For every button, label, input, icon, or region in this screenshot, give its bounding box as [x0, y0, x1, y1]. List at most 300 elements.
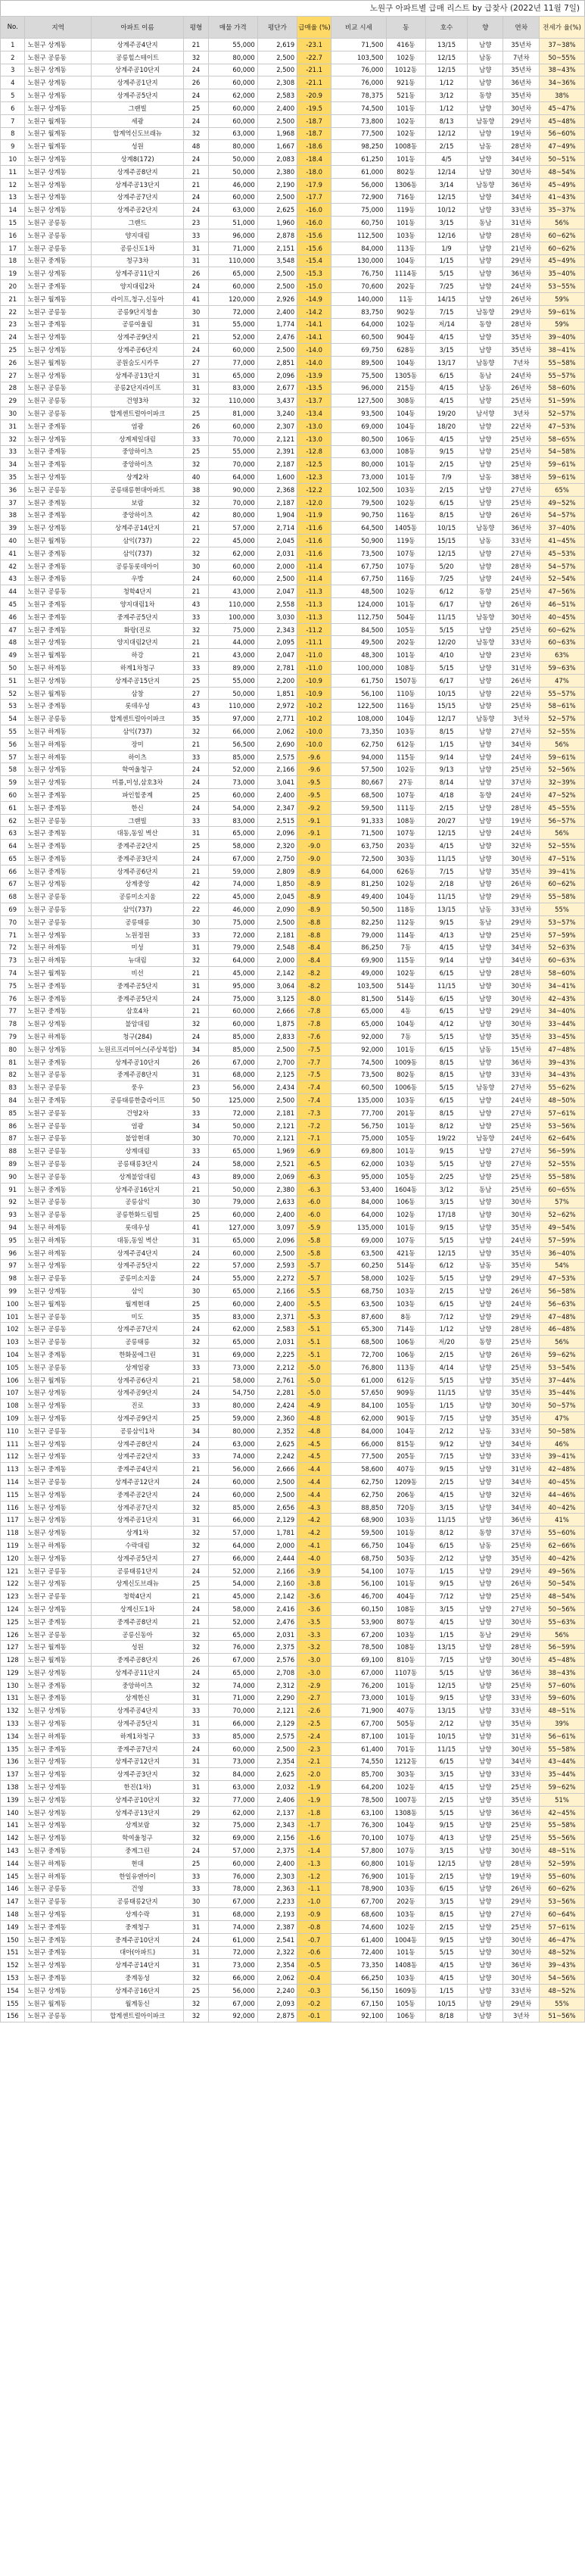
table-row[interactable]	[1, 1081, 585, 1094]
table-row[interactable]	[1, 1259, 585, 1272]
table-row[interactable]	[1, 114, 585, 127]
table-row[interactable]	[1, 407, 585, 420]
table-cell: 남향	[468, 1946, 503, 1959]
table-row[interactable]	[1, 395, 585, 407]
column-header[interactable]: 향	[468, 17, 503, 39]
table-row[interactable]	[1, 585, 585, 598]
table-cell: -1.8	[297, 1806, 331, 1819]
table-row[interactable]	[1, 623, 585, 636]
table-cell: 97,000	[208, 713, 257, 725]
table-row[interactable]	[1, 1692, 585, 1704]
table-row[interactable]	[1, 458, 585, 471]
table-row[interactable]	[1, 39, 585, 51]
table-cell: 4/14	[426, 1361, 468, 1374]
table-cell: 청구3차	[91, 254, 183, 267]
table-cell: 79,000	[208, 941, 257, 954]
table-row[interactable]	[1, 1908, 585, 1921]
table-cell: 47%	[539, 1412, 584, 1425]
table-cell: 48~51%	[539, 1704, 584, 1717]
table-cell: 61,000	[208, 1933, 257, 1946]
table-row[interactable]	[1, 1501, 585, 1514]
table-cell: 11/15	[426, 1386, 468, 1399]
table-cell: 104동	[386, 1018, 425, 1031]
table-cell: 2,233	[257, 1895, 297, 1908]
table-cell: 55~58%	[539, 890, 584, 903]
table-row[interactable]	[1, 217, 585, 229]
table-cell: 중계청구	[91, 1920, 183, 1933]
table-row[interactable]	[1, 1119, 585, 1132]
table-row[interactable]	[1, 1399, 585, 1412]
table-row[interactable]	[1, 1056, 585, 1068]
table-cell: 73,350	[331, 1959, 386, 1972]
table-cell: 21	[184, 649, 208, 662]
table-cell: 25년차	[503, 1832, 539, 1845]
table-cell: -23.1	[297, 39, 331, 51]
table-row[interactable]	[1, 1297, 585, 1310]
table-cell: 26년차	[503, 878, 539, 890]
table-cell: 2,242	[257, 1450, 297, 1463]
table-row[interactable]	[1, 280, 585, 293]
table-cell: 합계센트럴아이파크	[91, 407, 183, 420]
table-cell: 10	[1, 153, 25, 166]
table-cell: 59,000	[208, 865, 257, 878]
table-row[interactable]	[1, 318, 585, 331]
table-row[interactable]	[1, 878, 585, 890]
table-cell: 2,500	[257, 572, 297, 585]
table-cell: 2,225	[257, 1349, 297, 1361]
table-cell: 49	[1, 649, 25, 662]
table-row[interactable]	[1, 1704, 585, 1717]
table-row[interactable]	[1, 1755, 585, 1768]
table-cell: 중계주공8단지	[91, 1615, 183, 1628]
table-cell: 60,150	[331, 1603, 386, 1616]
table-row[interactable]	[1, 713, 585, 725]
table-row[interactable]	[1, 1654, 585, 1667]
table-row[interactable]	[1, 1768, 585, 1781]
table-row[interactable]	[1, 560, 585, 572]
table-cell: 2,972	[257, 700, 297, 713]
table-row[interactable]	[1, 1984, 585, 1997]
table-row[interactable]	[1, 789, 585, 802]
table-cell: 남향	[468, 1603, 503, 1616]
table-cell: 3	[1, 64, 25, 76]
table-row[interactable]	[1, 1717, 585, 1730]
table-cell: 56~61%	[539, 1729, 584, 1742]
table-row[interactable]	[1, 101, 585, 114]
table-cell: 남향	[468, 738, 503, 750]
table-cell: 노원구 공릉동	[25, 915, 91, 928]
table-row[interactable]	[1, 1145, 585, 1158]
table-row[interactable]	[1, 496, 585, 509]
table-row[interactable]	[1, 992, 585, 1005]
table-row[interactable]	[1, 1488, 585, 1501]
table-row[interactable]	[1, 356, 585, 369]
table-row[interactable]	[1, 1463, 585, 1476]
table-row[interactable]	[1, 1336, 585, 1349]
table-row[interactable]	[1, 1476, 585, 1489]
table-row[interactable]	[1, 903, 585, 916]
table-row[interactable]	[1, 1196, 585, 1208]
table-cell: 48~51%	[539, 1845, 584, 1857]
table-cell: 5/15	[426, 623, 468, 636]
table-cell: 904동	[386, 331, 425, 344]
table-row[interactable]	[1, 51, 585, 64]
table-cell: 75,000	[331, 1132, 386, 1145]
table-cell: 63,750	[331, 840, 386, 853]
table-cell: 남향	[468, 1564, 503, 1577]
table-row[interactable]	[1, 547, 585, 560]
table-row[interactable]	[1, 1514, 585, 1527]
table-cell: 31	[184, 1514, 208, 1527]
table-cell: 공릉힐스테이트	[91, 51, 183, 64]
table-cell: 32	[184, 1793, 208, 1806]
table-cell: 64,000	[331, 1208, 386, 1221]
table-row[interactable]	[1, 2010, 585, 2022]
table-cell: 89	[1, 1158, 25, 1171]
table-cell: 60,000	[208, 560, 257, 572]
table-cell: 1,960	[257, 217, 297, 229]
table-row[interactable]	[1, 1920, 585, 1933]
table-row[interactable]	[1, 827, 585, 840]
table-cell: 101동	[386, 1946, 425, 1959]
table-row[interactable]	[1, 331, 585, 344]
table-row[interactable]	[1, 1679, 585, 1692]
column-header[interactable]: 평형	[184, 17, 208, 39]
table-cell: 67,750	[331, 572, 386, 585]
table-cell: 3/15	[426, 1768, 468, 1781]
table-row[interactable]	[1, 1742, 585, 1755]
table-row[interactable]	[1, 432, 585, 445]
table-cell: 125,000	[208, 1094, 257, 1107]
table-row[interactable]	[1, 865, 585, 878]
table-cell: 105동	[386, 1399, 425, 1412]
column-header[interactable]: 급매율 (%)	[297, 17, 331, 39]
table-row[interactable]	[1, 1233, 585, 1246]
column-header[interactable]: 연차	[503, 17, 539, 39]
table-row[interactable]	[1, 700, 585, 713]
table-row[interactable]	[1, 1527, 585, 1539]
table-row[interactable]	[1, 165, 585, 178]
table-row[interactable]	[1, 674, 585, 687]
table-row[interactable]	[1, 1832, 585, 1845]
table-row[interactable]	[1, 1806, 585, 1819]
table-row[interactable]	[1, 1323, 585, 1336]
table-row[interactable]	[1, 1170, 585, 1183]
table-cell: 28년차	[503, 229, 539, 242]
table-row[interactable]	[1, 1005, 585, 1018]
table-cell: 노원구 공릉동	[25, 395, 91, 407]
table-cell: 25년차	[503, 1920, 539, 1933]
table-row[interactable]	[1, 636, 585, 649]
table-row[interactable]	[1, 1183, 585, 1196]
table-cell: -5.0	[297, 1386, 331, 1399]
table-row[interactable]	[1, 1590, 585, 1603]
table-row[interactable]	[1, 89, 585, 102]
table-row[interactable]	[1, 153, 585, 166]
table-cell: 46,000	[208, 903, 257, 916]
table-row[interactable]	[1, 1208, 585, 1221]
table-cell: 31	[184, 1781, 208, 1794]
table-row[interactable]	[1, 1043, 585, 1056]
table-row[interactable]	[1, 1361, 585, 1374]
table-cell: -8.9	[297, 865, 331, 878]
table-cell: 노원구 월계동	[25, 356, 91, 369]
table-row[interactable]	[1, 840, 585, 853]
table-row[interactable]	[1, 967, 585, 980]
table-row[interactable]	[1, 178, 585, 191]
table-cell: 55,000	[208, 318, 257, 331]
table-row[interactable]	[1, 1068, 585, 1081]
table-cell: 66,000	[208, 1552, 257, 1564]
column-header[interactable]: 평단가	[257, 17, 297, 39]
table-cell: 51~59%	[539, 395, 584, 407]
table-row[interactable]	[1, 1628, 585, 1641]
table-cell: 55~63%	[539, 1615, 584, 1628]
table-row[interactable]	[1, 1018, 585, 1031]
table-cell: 2,368	[257, 483, 297, 496]
table-row[interactable]	[1, 687, 585, 700]
table-cell: 2,190	[257, 178, 297, 191]
table-cell: 남향	[468, 64, 503, 76]
table-row[interactable]	[1, 662, 585, 675]
table-cell: 35~44%	[539, 1386, 584, 1399]
table-cell: 62,000	[208, 547, 257, 560]
table-cell: 42~48%	[539, 1463, 584, 1476]
table-row[interactable]	[1, 1285, 585, 1298]
table-row[interactable]	[1, 1132, 585, 1145]
table-row[interactable]	[1, 1424, 585, 1437]
table-row[interactable]	[1, 483, 585, 496]
table-cell: 49,400	[331, 890, 386, 903]
table-row[interactable]	[1, 242, 585, 254]
table-cell: 33~44%	[539, 1018, 584, 1031]
table-row[interactable]	[1, 1972, 585, 1985]
table-cell: 7	[1, 114, 25, 127]
table-row[interactable]	[1, 369, 585, 382]
table-row[interactable]	[1, 1031, 585, 1043]
table-cell: 54,750	[208, 1386, 257, 1399]
column-header[interactable]: 지역	[25, 17, 91, 39]
table-cell: 31	[184, 1717, 208, 1730]
table-cell: 남동향	[468, 713, 503, 725]
table-row[interactable]	[1, 738, 585, 750]
table-row[interactable]	[1, 598, 585, 611]
table-cell: 2,500	[257, 1094, 297, 1107]
table-row[interactable]	[1, 725, 585, 738]
table-row[interactable]	[1, 471, 585, 484]
table-row[interactable]	[1, 890, 585, 903]
table-cell: 노원구 상계동	[25, 1488, 91, 1501]
table-cell: 30년차	[503, 992, 539, 1005]
table-cell: 29년차	[503, 1628, 539, 1641]
table-row[interactable]	[1, 1641, 585, 1654]
table-row[interactable]	[1, 1667, 585, 1679]
column-header[interactable]: 전세가 율(%)	[539, 17, 584, 39]
table-row[interactable]	[1, 572, 585, 585]
table-row[interactable]	[1, 954, 585, 967]
table-cell: 70,000	[208, 1132, 257, 1145]
table-row[interactable]	[1, 305, 585, 318]
table-row[interactable]	[1, 928, 585, 941]
column-header[interactable]: 비교 시세	[331, 17, 386, 39]
table-cell: 상계주공13단지	[91, 178, 183, 191]
table-cell: -7.7	[297, 1056, 331, 1068]
table-cell: 60,000	[208, 1018, 257, 1031]
table-row[interactable]	[1, 610, 585, 623]
table-body	[1, 39, 585, 2022]
table-cell: 2,281	[257, 1386, 297, 1399]
table-cell: 111	[1, 1437, 25, 1450]
table-row[interactable]	[1, 915, 585, 928]
table-row[interactable]	[1, 229, 585, 242]
table-cell: -15.3	[297, 267, 331, 280]
table-row[interactable]	[1, 941, 585, 954]
table-cell: 상계주공12단지	[91, 1755, 183, 1768]
column-header[interactable]: 매물 가격	[208, 17, 257, 39]
table-cell: 노원구 공릉동	[25, 1628, 91, 1641]
table-cell: 59~63%	[539, 662, 584, 675]
table-cell: -7.8	[297, 1005, 331, 1018]
table-cell: 24	[184, 1272, 208, 1285]
table-row[interactable]	[1, 1781, 585, 1794]
table-cell: 56,000	[208, 1081, 257, 1094]
table-cell: -5.1	[297, 1349, 331, 1361]
column-header[interactable]: 동	[386, 17, 425, 39]
table-row[interactable]	[1, 1870, 585, 1882]
table-row[interactable]	[1, 140, 585, 153]
table-row[interactable]	[1, 1603, 585, 1616]
table-cell: 69,000	[208, 1349, 257, 1361]
table-cell: 67,000	[208, 1056, 257, 1068]
table-cell: 36년차	[503, 1667, 539, 1679]
table-row[interactable]	[1, 204, 585, 217]
table-cell: 53~56%	[539, 1895, 584, 1908]
table-cell: 85,700	[331, 1768, 386, 1781]
table-row[interactable]	[1, 1310, 585, 1323]
table-row[interactable]	[1, 1450, 585, 1463]
table-row[interactable]	[1, 1819, 585, 1832]
table-row[interactable]	[1, 76, 585, 89]
table-row[interactable]	[1, 445, 585, 458]
table-cell: 상계주공9단지	[91, 1386, 183, 1399]
table-row[interactable]	[1, 1895, 585, 1908]
table-cell: 남동향	[468, 522, 503, 535]
table-row[interactable]	[1, 1552, 585, 1564]
table-cell: 남향	[468, 598, 503, 611]
table-row[interactable]	[1, 1246, 585, 1259]
table-row[interactable]	[1, 254, 585, 267]
table-cell: 2,380	[257, 1183, 297, 1196]
column-header[interactable]: 아파트 이름	[91, 17, 183, 39]
table-cell: -18.7	[297, 114, 331, 127]
table-row[interactable]	[1, 1374, 585, 1386]
table-cell: 남향	[468, 1246, 503, 1259]
table-row[interactable]	[1, 1615, 585, 1628]
table-cell: 34년차	[503, 1476, 539, 1489]
table-cell: 55~60%	[539, 1870, 584, 1882]
table-cell: 33년차	[503, 636, 539, 649]
table-cell: 62,000	[331, 1412, 386, 1425]
table-row[interactable]	[1, 1437, 585, 1450]
table-row[interactable]	[1, 127, 585, 140]
table-row[interactable]	[1, 1729, 585, 1742]
table-row[interactable]	[1, 292, 585, 305]
table-row[interactable]	[1, 1094, 585, 1107]
table-cell: 2,272	[257, 1272, 297, 1285]
table-row[interactable]	[1, 801, 585, 814]
table-row[interactable]	[1, 750, 585, 763]
table-cell: 60,000	[208, 419, 257, 432]
table-cell: 53~54%	[539, 1361, 584, 1374]
table-row[interactable]	[1, 763, 585, 776]
table-row[interactable]	[1, 1539, 585, 1552]
table-row[interactable]	[1, 1564, 585, 1577]
table-row[interactable]	[1, 344, 585, 357]
table-row[interactable]	[1, 649, 585, 662]
table-row[interactable]	[1, 1158, 585, 1171]
table-row[interactable]	[1, 64, 585, 76]
table-cell: 5/15	[426, 1374, 468, 1386]
table-cell: 노원구 상계동	[25, 763, 91, 776]
table-row[interactable]	[1, 1793, 585, 1806]
table-row[interactable]	[1, 419, 585, 432]
table-cell: 58~60%	[539, 967, 584, 980]
table-row[interactable]	[1, 1857, 585, 1870]
table-row[interactable]	[1, 522, 585, 535]
table-cell: 24	[184, 1603, 208, 1616]
column-header[interactable]: 호수	[426, 17, 468, 39]
table-cell: 7년차	[503, 51, 539, 64]
table-row[interactable]	[1, 1221, 585, 1234]
table-row[interactable]	[1, 1349, 585, 1361]
table-row[interactable]	[1, 853, 585, 865]
table-row[interactable]	[1, 535, 585, 547]
table-cell: 11동	[386, 292, 425, 305]
table-row[interactable]	[1, 1997, 585, 2010]
table-row[interactable]	[1, 267, 585, 280]
table-row[interactable]	[1, 1959, 585, 1972]
table-row[interactable]	[1, 1946, 585, 1959]
table-cell: 34	[184, 1119, 208, 1132]
table-row[interactable]	[1, 1577, 585, 1590]
table-cell: 노원구 중계동	[25, 840, 91, 853]
table-cell: 89,500	[331, 356, 386, 369]
table-cell: 114동	[386, 928, 425, 941]
table-row[interactable]	[1, 776, 585, 789]
table-row[interactable]	[1, 1272, 585, 1285]
table-row[interactable]	[1, 979, 585, 992]
table-cell: 2,878	[257, 229, 297, 242]
table-row[interactable]	[1, 814, 585, 827]
table-row[interactable]	[1, 191, 585, 204]
table-cell: -3.3	[297, 1628, 331, 1641]
table-row[interactable]	[1, 1845, 585, 1857]
table-row[interactable]	[1, 1412, 585, 1425]
table-cell: 21	[184, 178, 208, 191]
table-cell: 20/27	[426, 814, 468, 827]
column-header[interactable]: No.	[1, 17, 25, 39]
table-cell: 33년차	[503, 1068, 539, 1081]
table-cell: 215동	[386, 382, 425, 395]
table-row[interactable]	[1, 1386, 585, 1399]
table-cell: 32	[184, 1336, 208, 1349]
table-row[interactable]	[1, 1882, 585, 1895]
table-row[interactable]	[1, 509, 585, 522]
table-row[interactable]	[1, 1106, 585, 1119]
table-cell: 61,000	[331, 165, 386, 178]
table-row[interactable]	[1, 382, 585, 395]
table-row[interactable]	[1, 1933, 585, 1946]
